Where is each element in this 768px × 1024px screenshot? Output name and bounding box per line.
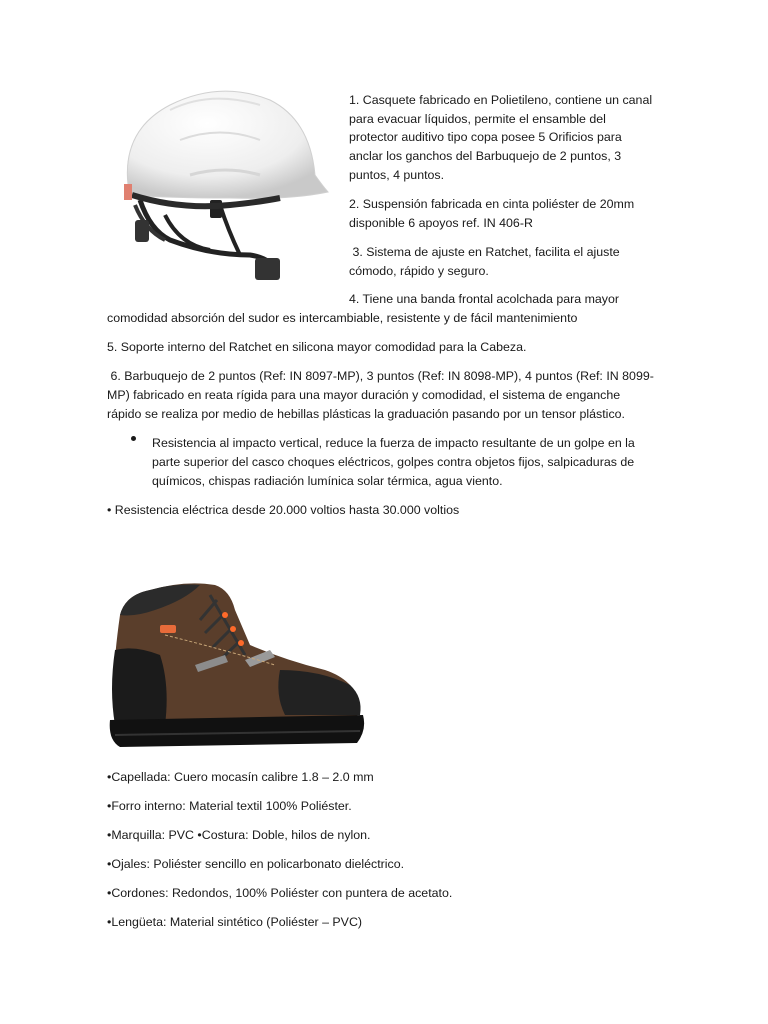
helmet-bullet1-line1: Resistencia al impacto vertical, reduce la fuerza de impacto resultante de un golpe en la bbox=[152, 436, 635, 450]
helmet-bullet2: • Resistencia eléctrica desde 20.000 voltios hasta 30.000 voltios bbox=[107, 503, 460, 517]
helmet-item1-line5: puntos, 4 puntos. bbox=[349, 168, 445, 182]
safety-boot-image bbox=[105, 575, 370, 755]
helmet-item4-line2: comodidad absorción del sudor es intercambiable, resistente y de fácil mantenimiento bbox=[107, 311, 578, 325]
helmet-item2-line1: 2. Suspensión fabricada en cinta poliéster de 20mm bbox=[349, 197, 635, 211]
boot-spec-ojales: •Ojales: Poliéster sencillo en policarbonato dieléctrico. bbox=[107, 857, 405, 871]
safety-helmet-image bbox=[110, 80, 335, 295]
helmet-bullet1-line2: parte superior del casco choques eléctricos, golpes contra objetos fijos, salpicaduras de bbox=[152, 455, 635, 469]
boot-spec-forro: •Forro interno: Material textil 100% Poliéster. bbox=[107, 799, 352, 813]
helmet-item6-line3: rápido se realiza por medio de hebillas plásticas la graduación pasando por un tensor plástico. bbox=[107, 407, 625, 421]
helmet-bullet1-line3: químicos, chispas radiación lumínica solar térmica, agua viento. bbox=[152, 474, 503, 488]
helmet-item3-line1: 3. Sistema de ajuste en Ratchet, facilita el ajuste bbox=[349, 245, 620, 259]
boot-spec-marquilla: •Marquilla: PVC •Costura: Doble, hilos de nylon. bbox=[107, 828, 371, 842]
helmet-item1-line3: protector auditivo tipo copa posee 5 Orificios para bbox=[349, 130, 622, 144]
helmet-item3-line2: cómodo, rápido y seguro. bbox=[349, 264, 489, 278]
helmet-item1-line1: 1. Casquete fabricado en Polietileno, contiene un canal bbox=[349, 93, 653, 107]
helmet-item5: 5. Soporte interno del Ratchet en silicona mayor comodidad para la Cabeza. bbox=[107, 340, 527, 354]
helmet-item1-line4: anclar los ganchos del Barbuquejo de 2 puntos, 3 bbox=[349, 149, 622, 163]
helmet-item2-line2: disponible 6 apoyos ref. IN 406-R bbox=[349, 216, 533, 230]
helmet-item6-line1: 6. Barbuquejo de 2 puntos (Ref: IN 8097-MP), 3 puntos (Ref: IN 8098-MP), 4 puntos (Ref: IN 8099- bbox=[107, 369, 654, 383]
helmet-item6-line2: MP) fabricado en reata rígida para una mayor duración y comodidad, el sistema de enganche bbox=[107, 388, 621, 402]
boot-spec-lengueta: •Lengüeta: Material sintético (Poliéster – PVC) bbox=[107, 915, 363, 929]
boot-spec-capellada: •Capellada: Cuero mocasín calibre 1.8 – 2.0 mm bbox=[107, 770, 374, 784]
helmet-item4-line1: 4. Tiene una banda frontal acolchada para mayor bbox=[349, 292, 620, 306]
boot-spec-cordones: •Cordones: Redondos, 100% Poliéster con puntera de acetato. bbox=[107, 886, 453, 900]
helmet-item1-line2: para evacuar líquidos, permite el ensamble del bbox=[349, 111, 606, 126]
bullet-dot bbox=[131, 436, 136, 441]
